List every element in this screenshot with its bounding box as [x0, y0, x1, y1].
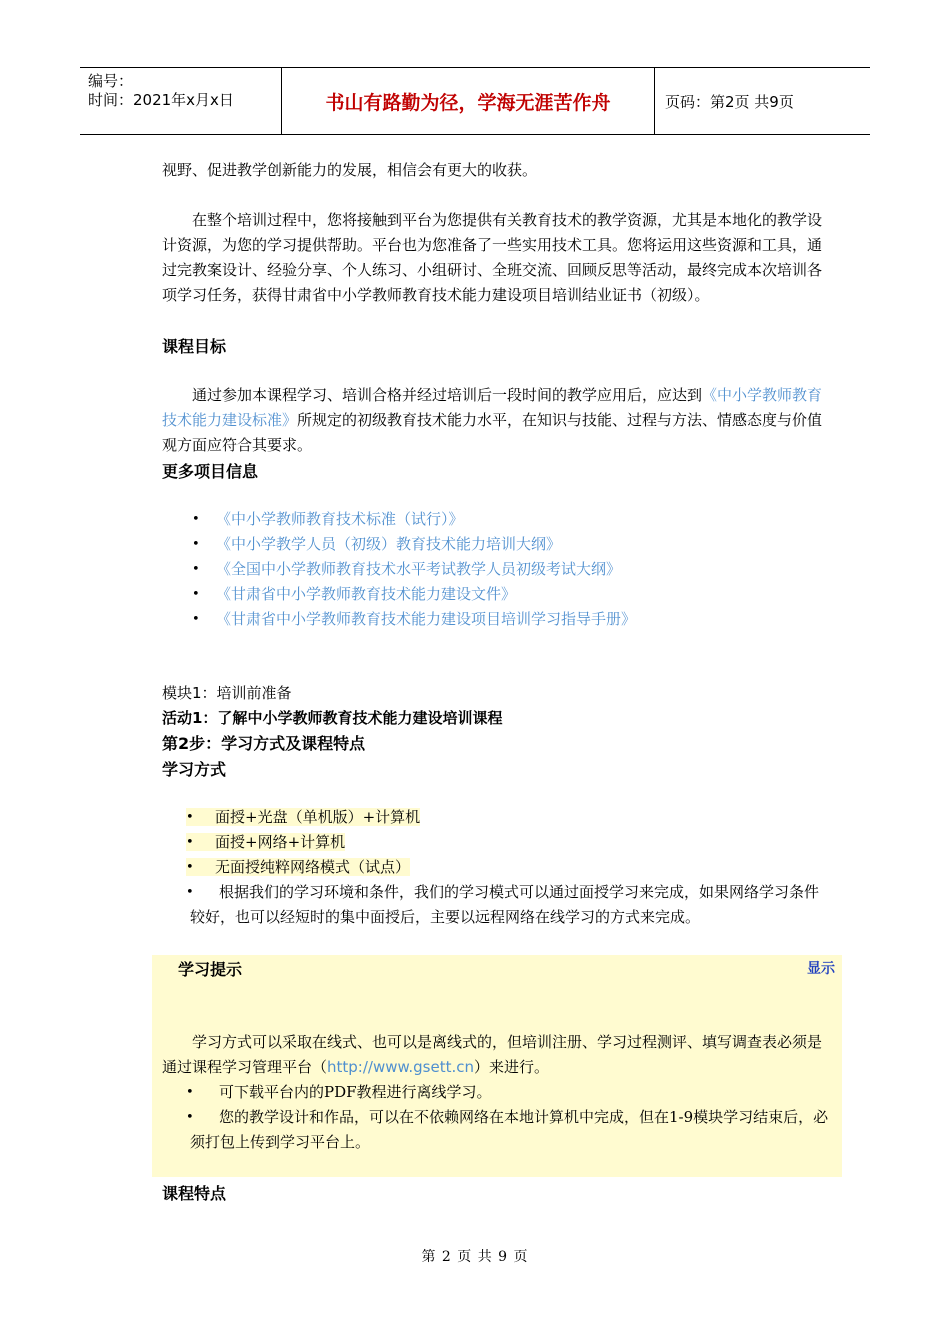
bullet-icon: •	[186, 1085, 194, 1100]
list-item	[192, 582, 836, 607]
doc-link[interactable]: 《甘肃省中小学教师教育技术能力建设文件》	[216, 585, 517, 603]
goal-heading: 课程目标	[162, 337, 227, 356]
doc-link[interactable]: 《全国中小学教师教育技术水平考试教学人员初级考试大纲》	[216, 560, 622, 578]
method-item-text: 面授+网络+计算机	[186, 833, 345, 851]
bullet-icon: •	[192, 562, 200, 577]
doc-link[interactable]: 《甘肃省中小学教师教育技术能力建设项目培训学习指导手册》	[216, 610, 637, 628]
tip-list-container	[186, 1080, 830, 1155]
header-code: 编号：	[88, 72, 134, 90]
bullet-icon: •	[186, 835, 194, 850]
more-info-list	[192, 507, 836, 632]
more-info-list-container	[192, 507, 836, 632]
tip-text-after: ）来进行。	[474, 1058, 550, 1076]
method-list	[186, 805, 830, 930]
method-item-text: 面授+光盘（单机版）+计算机	[186, 808, 420, 826]
method-list-container	[186, 805, 830, 930]
activity-line: 活动1：了解中小学教师教育技术能力建设培训课程	[162, 709, 503, 727]
tip-title: 学习提示	[178, 960, 243, 979]
intro-paragraph: 在整个培训过程中，您将接触到平台为您提供有关教育技术的教学资源，尤其是本地化的教学设计资源，为您的学习提供帮助。平台也为您准备了一些实用技术工具。您将运用这些资源和工具，通过完教案设计、经验分享、个人练习、小组研讨、全班交流、回顾反思等活动，最终完成本次培训各项学习任务，获得甘肃省中小学教师教育技术能力建设项目培训结业证书（初级）。	[162, 211, 823, 304]
list-item	[192, 607, 836, 632]
doc-link[interactable]: 《中小学教师教育技术标准（试行）》	[216, 510, 464, 528]
page-footer: 第 2 页 共 9 页	[421, 1249, 529, 1265]
list-item	[186, 830, 830, 855]
list-item	[186, 855, 830, 880]
goal-text-after: 所规定的初级教育技术能力水平，在知识与技能、过程与方法、情感态度与价值观方面应符合其要求。	[162, 411, 823, 454]
goal-text-before: 通过参加本课程学习、培训合格并经过培训后一段时间的教学应用后，应达到	[192, 386, 703, 404]
goal-standard-link[interactable]: 《中小学教师教育技术能力建设标准》	[162, 386, 823, 429]
list-item	[192, 532, 836, 557]
step-line: 第2步：学习方式及课程特点	[162, 734, 366, 753]
list-item	[186, 805, 830, 830]
doc-link[interactable]: 《中小学教学人员（初级）教育技术能力培训大纲》	[216, 535, 562, 553]
method-heading: 学习方式	[162, 760, 227, 779]
bullet-icon: •	[192, 612, 200, 627]
tip-item-text: 可下载平台内的PDF教程进行离线学习。	[219, 1083, 492, 1101]
list-item	[186, 1080, 830, 1105]
module-line: 模块1：培训前准备	[162, 684, 292, 702]
tip-list	[186, 1080, 830, 1155]
bullet-icon: •	[192, 512, 200, 527]
list-item	[186, 1105, 830, 1155]
method-item-text: 根据我们的学习环境和条件，我们的学习模式可以通过面授学习来完成，如果网络学习条件较好，也可以经短时的集中面授后，主要以远程网络在线学习的方式来完成。	[190, 883, 820, 926]
list-item	[186, 880, 830, 930]
bullet-icon: •	[186, 810, 194, 825]
list-item	[192, 507, 836, 532]
bullet-icon: •	[186, 1110, 194, 1125]
intro-paragraph-tail: 视野、促进教学创新能力的发展，相信会有更大的收获。	[162, 161, 538, 179]
header-time: 时间：2021年x月x日	[88, 91, 234, 109]
method-item-text: 无面授纯粹网络模式（试点）	[186, 858, 410, 876]
header-slogan: 书山有路勤为径，学海无涯苦作舟	[282, 68, 655, 134]
more-info-heading: 更多项目信息	[162, 462, 259, 481]
bullet-icon: •	[186, 885, 194, 900]
page-header	[80, 67, 870, 135]
tip-item-text: 您的教学设计和作品，可以在不依赖网络在本地计算机中完成，但在1-9模块学习结束后，必须打包上传到学习平台上。	[190, 1108, 829, 1151]
bullet-icon: •	[192, 537, 200, 552]
bullet-icon: •	[192, 587, 200, 602]
bullet-icon: •	[186, 860, 194, 875]
tip-text-before: 学习方式可以采取在线式、也可以是离线式的，但培训注册、学习过程测评、填写调查表必须是通过课程学习管理平台（	[162, 1033, 823, 1076]
platform-url-link[interactable]: http://www.gsett.cn	[327, 1058, 475, 1076]
header-meta	[80, 68, 282, 134]
show-toggle-link[interactable]: 显示	[807, 961, 835, 977]
tip-paragraph	[162, 1030, 827, 1080]
features-heading: 课程特点	[162, 1184, 227, 1203]
list-item	[192, 557, 836, 582]
goal-paragraph	[162, 383, 832, 458]
header-page-number: 页码：第2页 共9页	[665, 92, 794, 111]
